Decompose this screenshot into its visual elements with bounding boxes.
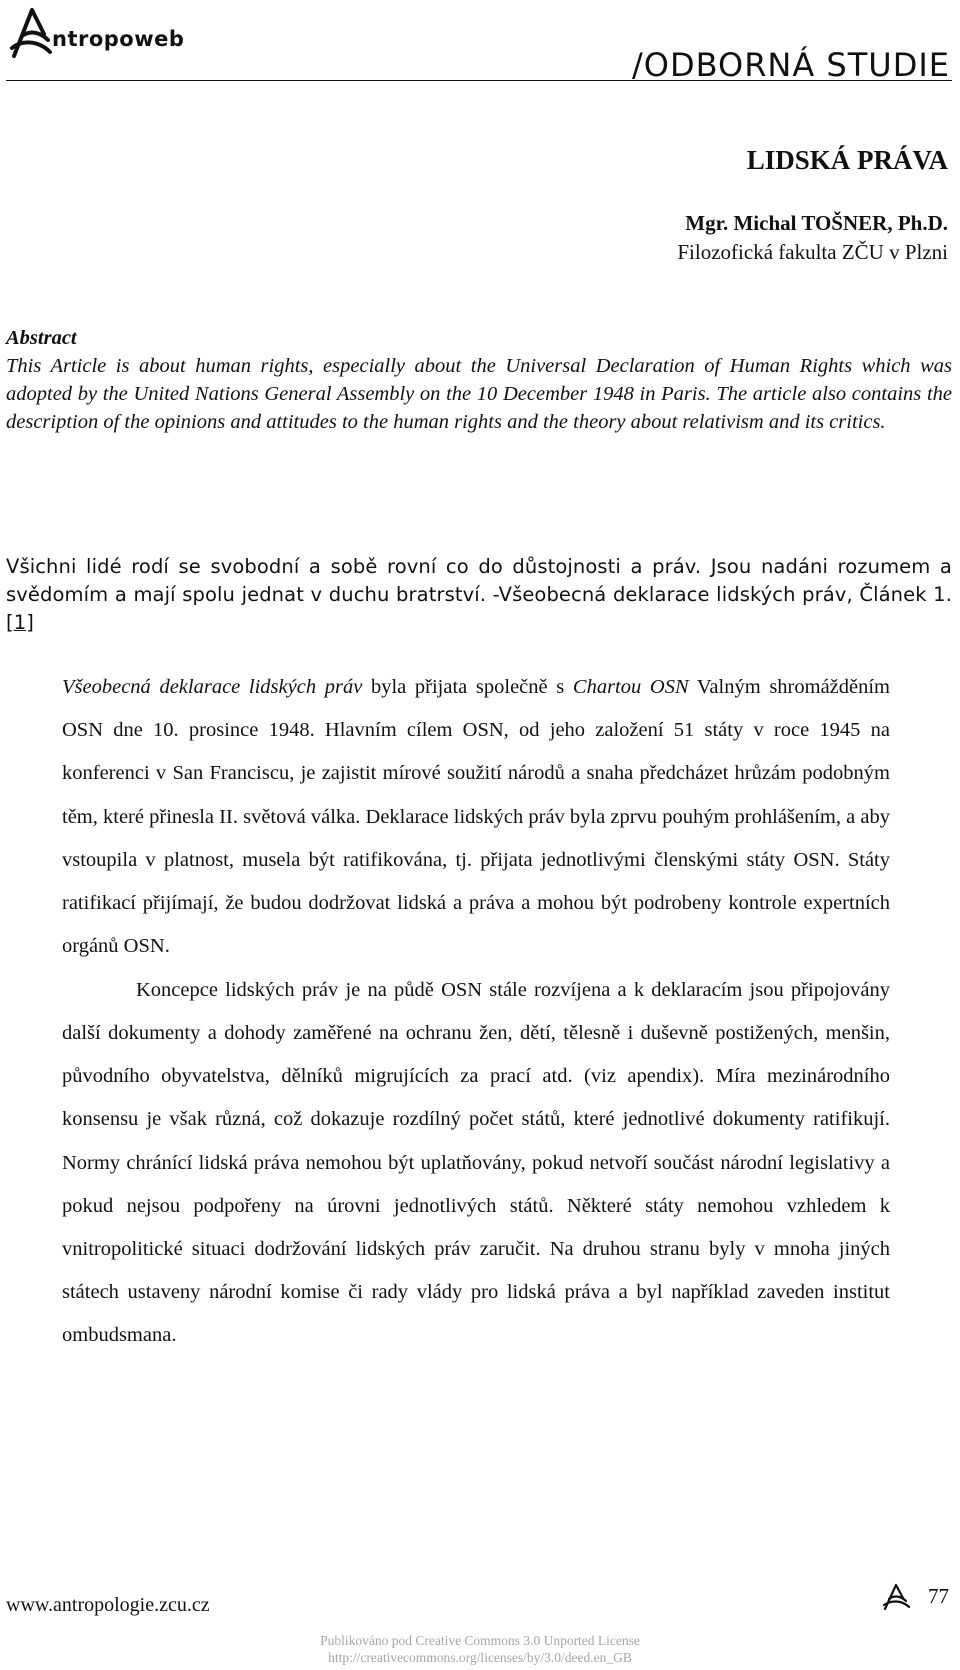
abstract-text: This Article is about human rights, especially about the Universal Declaration of Human Rights which was adopted by the United Nations General Assembly on the 10 December 1948 in Paris. The article also contains the description of the opinions and attitudes to the human rights and the theory about relativism and its critics. bbox=[6, 355, 952, 433]
italic-term: Chartou OSN bbox=[572, 676, 689, 698]
antropoweb-logo bbox=[8, 4, 228, 62]
footnote-reference-link[interactable]: [1] bbox=[6, 611, 34, 634]
section-label: /ODBORNÁ STUDIE bbox=[632, 46, 950, 84]
license-text: Publikováno pod Creative Commons 3.0 Unported License bbox=[320, 1633, 640, 1648]
logo-mark-icon bbox=[12, 10, 50, 56]
paragraph: Koncepce lidských práv je na půdě OSN stále rozvíjena a k deklaracím jsou připojovány další dokumenty a dohody zaměřené na ochranu žen, dětí, tělesně i duševně postižených, menšin, původního obyvatelstva, dělníků migrujících za prací atd. (viz apendix). Míra mezinárodního konsensu je však různá, což dokazuje rozdílný počet států, které jednotlivé dokumenty ratifikují. Normy chránící lidská práva nemohou být uplatňovány, pokud netvoří součást národní legislativy a pokud nejsou podpořeny na úrovni jednotlivých států. Některé státy nemohou vzhledem k vnitropolitické situaci dodržování lidských práv zaručit. Na druhou stranu byly v mnoha jiných státech ustaveny národní komise či rady vlády pro lidská práva a byl například zaveden institut ombudsmana. bbox=[62, 978, 890, 1347]
article-body bbox=[62, 666, 890, 1358]
motto-text: Všichni lidé rodí se svobodní a sobě rovní co do důstojnosti a práv. Jsou nadáni rozumem a svědomím a mají spolu jednat v duchu bratrství. -Všeobecná deklarace lidských práv, Článek 1. bbox=[6, 555, 952, 606]
author-name: Mgr. Michal TOŠNER, Ph.D. bbox=[685, 211, 948, 235]
paragraph-text: Valným shromážděním OSN dne 10. prosince 1948. Hlavním cílem OSN, od jeho založení 51 státy v roce 1945 na konferenci v San Franciscu, je zajistit mírové soužití národů a snaha předcházet hrůzám podobným těm, které přinesla II. světová válka. Deklarace lidských práv byla zprvu pouhým prohlášením, a aby vstoupila v platnost, musela být ratifikována, tj. přijata jednotlivými členskými státy OSN. Státy ratifikací přijímají, že budou dodržovat lidská a práva a mohou být podrobeny kontrole expertních orgánů OSN. bbox=[62, 676, 891, 958]
abstract-heading: Abstract bbox=[6, 327, 77, 349]
license-notice bbox=[290, 1632, 670, 1666]
article-title: LIDSKÁ PRÁVA bbox=[746, 145, 948, 175]
logo-wordmark: ntropoweb bbox=[52, 27, 185, 51]
motto-quote bbox=[6, 553, 952, 637]
author-affiliation: Filozofická fakulta ZČU v Plzni bbox=[677, 240, 948, 264]
header-divider bbox=[6, 80, 952, 81]
license-link[interactable]: http://creativecommons.org/licenses/by/3.0/deed.en_GB bbox=[328, 1650, 632, 1665]
footer-website[interactable]: www.antropologie.zcu.cz bbox=[6, 1594, 210, 1616]
abstract bbox=[6, 324, 952, 436]
page-number: 77 bbox=[928, 1584, 949, 1608]
paragraph-text: byla přijata společně s bbox=[362, 676, 573, 698]
footer-logo-icon bbox=[882, 1582, 916, 1612]
paragraph bbox=[62, 666, 890, 968]
italic-term: Všeobecná deklarace lidských práv bbox=[62, 676, 363, 698]
